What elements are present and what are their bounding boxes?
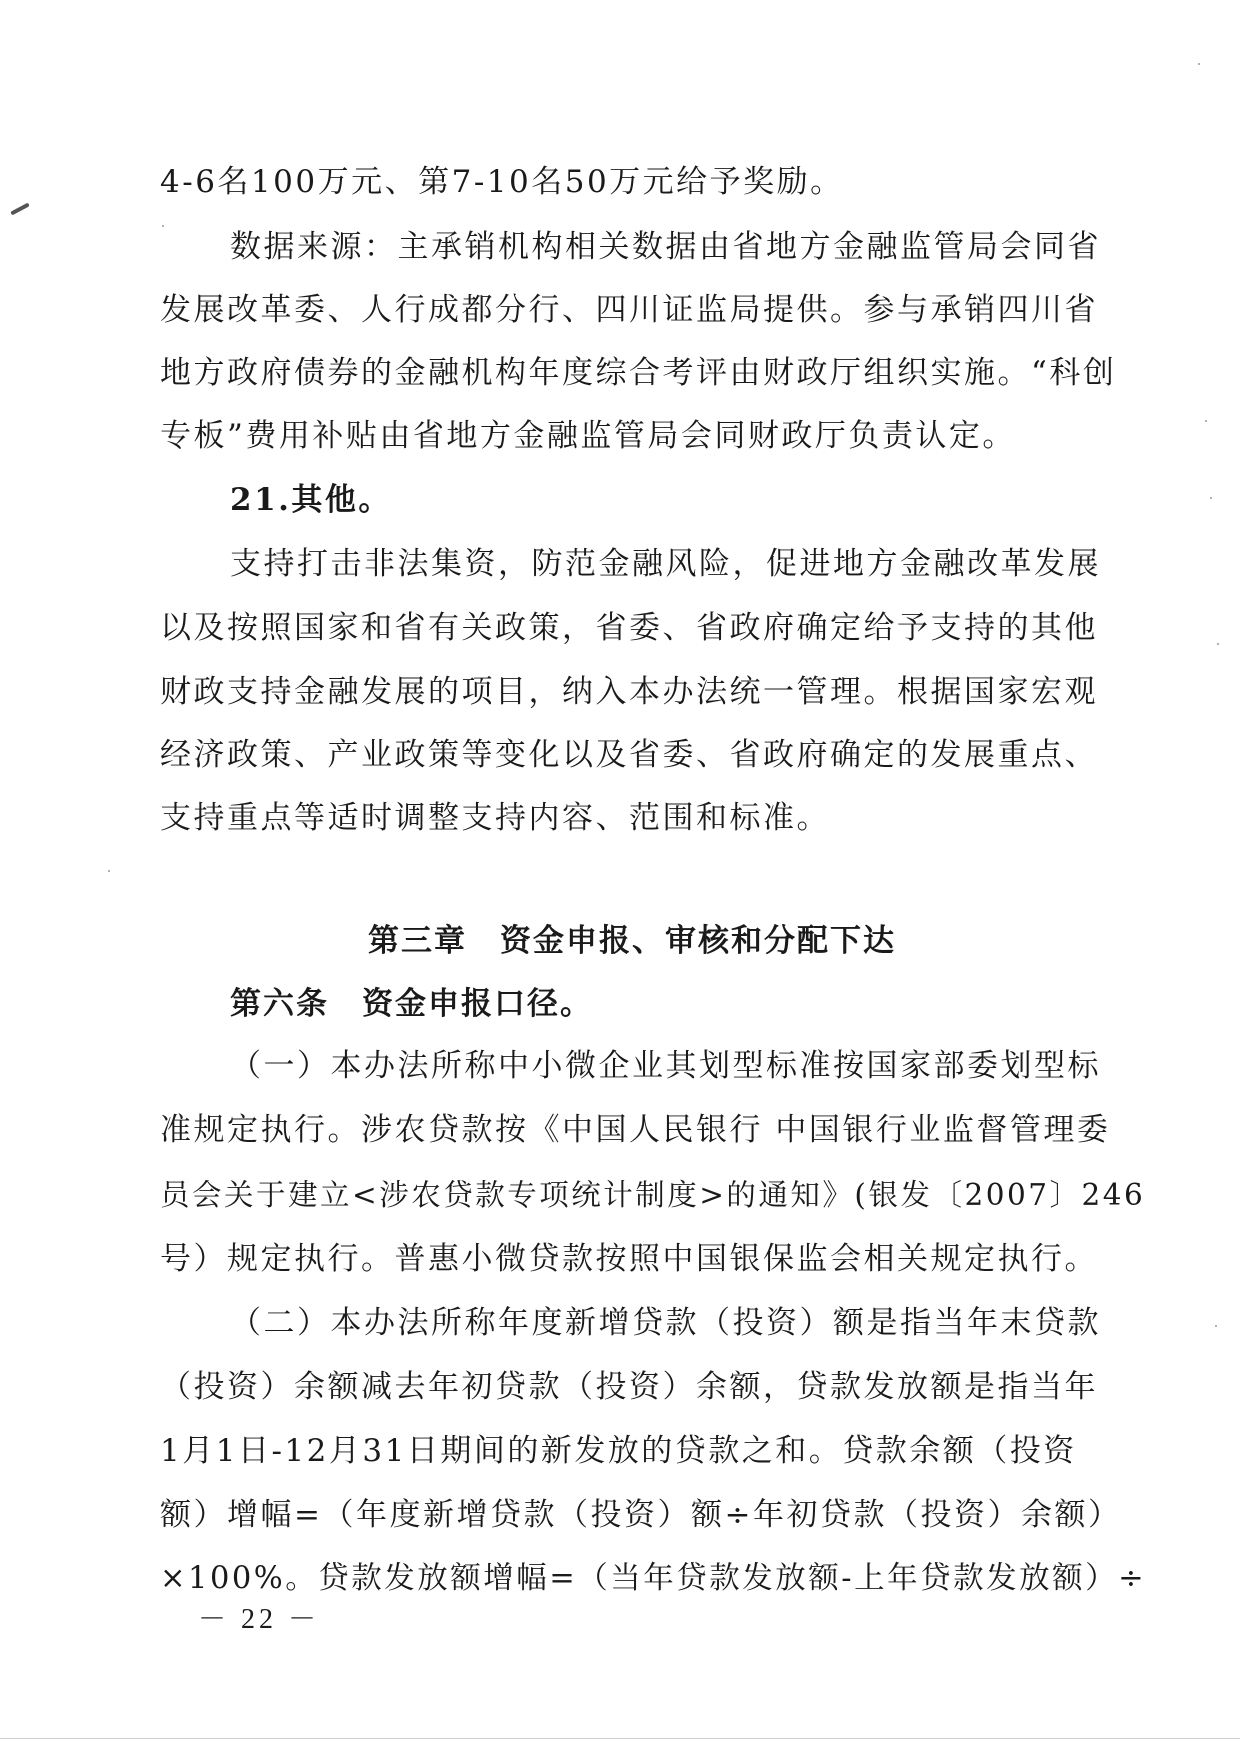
article-heading: 第六条 资金申报口径。: [230, 986, 593, 1022]
paragraph-line: 支持重点等适时调整支持内容、范围和标准。: [160, 800, 830, 836]
paragraph-line: 财政支持金融发展的项目，纳入本办法统一管理。根据国家宏观: [160, 674, 1098, 710]
scan-dot: [1198, 63, 1200, 65]
paragraph-line: 额）增幅=（年度新增贷款（投资）额÷年初贷款（投资）余额）: [160, 1497, 1122, 1533]
scan-dot: [1215, 1325, 1217, 1327]
paragraph-line: 经济政策、产业政策等变化以及省委、省政府确定的发展重点、: [160, 737, 1098, 773]
scan-dot: [1217, 643, 1219, 645]
paragraph-line: （投资）余额减去年初贷款（投资）余额，贷款发放额是指当年: [160, 1369, 1098, 1405]
scan-dot: [1205, 420, 1207, 422]
paragraph-line: 专板”费用补贴由省地方金融监管局会同财政厅负责认定。: [160, 418, 1016, 454]
paragraph-line: 员会关于建立<涉农贷款专项统计制度>的通知》(银发〔2007〕246: [160, 1178, 1146, 1212]
paragraph-line: （一）本办法所称中小微企业其划型标准按国家部委划型标: [230, 1048, 1101, 1084]
scan-edge-line: [0, 1738, 1240, 1739]
paragraph-line: ×100%。贷款发放额增幅=（当年贷款发放额-上年贷款发放额）÷: [160, 1561, 1147, 1596]
paragraph-line: 以及按照国家和省有关政策，省委、省政府确定给予支持的其他: [160, 610, 1098, 646]
paragraph-line: 数据来源：主承销机构相关数据由省地方金融监管局会同省: [230, 229, 1101, 265]
paragraph-line: 地方政府债券的金融机构年度综合考评由财政厅组织实施。“科创: [160, 355, 1117, 391]
scan-dot: [162, 225, 164, 227]
scan-dot: [108, 870, 110, 872]
scan-dot: [1210, 497, 1212, 499]
paragraph-line: 发展改革委、人行成都分行、四川证监局提供。参与承销四川省: [160, 292, 1098, 328]
paragraph-line: 号）规定执行。普惠小微贷款按照中国银保监会相关规定执行。: [160, 1241, 1098, 1277]
page-number: － 22 －: [198, 1604, 321, 1635]
paragraph-line: 4-6名100万元、第7-10名50万元给予奖励。: [160, 164, 844, 200]
scan-mark: [10, 203, 30, 216]
paragraph-line: （二）本办法所称年度新增贷款（投资）额是指当年末贷款: [230, 1305, 1101, 1341]
paragraph-line: 1月1日-12月31日期间的新发放的贷款之和。贷款余额（投资: [160, 1433, 1077, 1469]
chapter-title: 第三章 资金申报、审核和分配下达: [368, 923, 896, 959]
paragraph-line: 支持打击非法集资，防范金融风险，促进地方金融改革发展: [230, 546, 1101, 582]
paragraph-line: 准规定执行。涉农贷款按《中国人民银行 中国银行业监督管理委: [160, 1112, 1111, 1148]
section-heading: 21.其他。: [230, 482, 392, 518]
